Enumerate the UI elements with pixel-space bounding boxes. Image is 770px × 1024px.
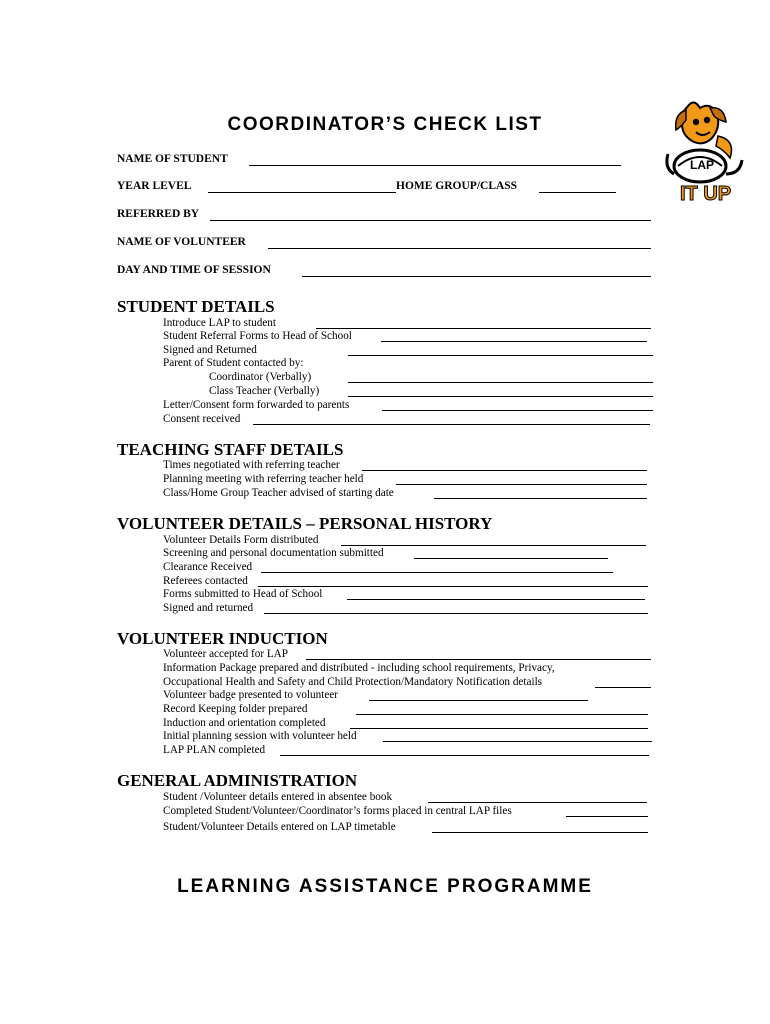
checklist-field[interactable] <box>566 816 648 817</box>
checklist-field[interactable] <box>347 599 645 600</box>
list-item: Information Package prepared and distributed - including school requirements, Privacy, <box>163 662 555 674</box>
list-item: Clearance Received <box>163 561 253 573</box>
checklist-field[interactable] <box>261 572 613 573</box>
list-item: Occupational Health and Safety and Child Protection/Mandatory Notification details <box>163 676 543 688</box>
list-item: Parent of Student contacted by: <box>163 357 304 369</box>
checklist-field[interactable] <box>381 341 647 342</box>
list-item: Signed and returned <box>163 602 254 614</box>
checklist-field[interactable] <box>306 659 651 660</box>
list-item: Introduce LAP to student <box>163 317 276 329</box>
checklist-field[interactable] <box>428 802 647 803</box>
list-item: Letter/Consent form forwarded to parents <box>163 399 350 411</box>
list-item: Induction and orientation completed <box>163 717 326 729</box>
checklist-field[interactable] <box>341 545 646 546</box>
list-item: Screening and personal documentation submitted <box>163 547 384 559</box>
home-group-field[interactable] <box>539 192 616 193</box>
list-item: Record Keeping folder prepared <box>163 703 308 715</box>
list-item: Volunteer Details Form distributed <box>163 534 319 546</box>
list-item: Signed and Returned <box>163 344 257 356</box>
checklist-field[interactable] <box>396 484 647 485</box>
logo-it-up-text: IT UP <box>680 183 732 205</box>
home-group-label: HOME GROUP/CLASS <box>396 180 518 192</box>
list-item: Class Teacher (Verbally) <box>209 385 320 397</box>
checklist-field[interactable] <box>434 498 647 499</box>
checklist-field[interactable] <box>348 355 653 356</box>
teaching-staff-heading: TEACHING STAFF DETAILS <box>117 440 344 459</box>
general-administration-heading: GENERAL ADMINISTRATION <box>117 771 358 790</box>
list-item: Referees contacted <box>163 575 248 587</box>
checklist-field[interactable] <box>350 728 648 729</box>
list-item: Student /Volunteer details entered in absentee book <box>163 791 393 803</box>
checklist-field[interactable] <box>369 700 588 701</box>
list-item: Coordinator (Verbally) <box>209 371 312 383</box>
lap-it-up-logo <box>660 96 760 208</box>
checklist-field[interactable] <box>362 470 647 471</box>
list-item: Initial planning session with volunteer held <box>163 730 357 742</box>
list-item: Volunteer accepted for LAP <box>163 648 288 660</box>
checklist-field[interactable] <box>595 687 651 688</box>
checklist-field[interactable] <box>432 832 648 833</box>
volunteer-details-heading: VOLUNTEER DETAILS – PERSONAL HISTORY <box>117 514 493 533</box>
volunteer-name-field[interactable] <box>268 248 651 249</box>
volunteer-name-label: NAME OF VOLUNTEER <box>117 236 246 248</box>
checklist-field[interactable] <box>258 586 648 587</box>
checklist-field[interactable] <box>382 410 653 411</box>
session-time-label: DAY AND TIME OF SESSION <box>117 264 271 276</box>
list-item: Consent received <box>163 413 241 425</box>
referred-by-label: REFERRED BY <box>117 208 200 220</box>
checklist-field[interactable] <box>348 396 653 397</box>
list-item: Student Referral Forms to Head of School <box>163 330 352 342</box>
referred-by-field[interactable] <box>210 220 651 221</box>
logo-lap-text: LAP <box>690 158 714 172</box>
checklist-field[interactable] <box>264 613 648 614</box>
student-details-heading: STUDENT DETAILS <box>117 297 275 316</box>
page-title: COORDINATOR’S CHECK LIST <box>227 114 543 135</box>
checklist-field[interactable] <box>253 424 650 425</box>
list-item: Student/Volunteer Details entered on LAP timetable <box>163 821 396 833</box>
checklist-field[interactable] <box>383 741 652 742</box>
year-level-field[interactable] <box>208 192 396 193</box>
list-item: Planning meeting with referring teacher held <box>163 473 364 485</box>
dog-mascot-icon <box>660 96 760 208</box>
list-item: Forms submitted to Head of School <box>163 588 323 600</box>
checklist-field[interactable] <box>414 558 608 559</box>
student-name-field[interactable] <box>249 165 621 166</box>
session-time-field[interactable] <box>302 276 651 277</box>
list-item: Volunteer badge presented to volunteer <box>163 689 339 701</box>
student-name-label: NAME OF STUDENT <box>117 153 228 165</box>
list-item: Completed Student/Volunteer/Coordinator’s forms placed in central LAP files <box>163 805 512 817</box>
list-item: Times negotiated with referring teacher <box>163 459 340 471</box>
checklist-field[interactable] <box>348 382 653 383</box>
checklist-field[interactable] <box>356 714 648 715</box>
checklist-field[interactable] <box>280 755 649 756</box>
year-level-label: YEAR LEVEL <box>117 180 192 192</box>
checklist-field[interactable] <box>316 328 651 329</box>
footer-title: LEARNING ASSISTANCE PROGRAMME <box>177 876 593 897</box>
list-item: Class/Home Group Teacher advised of starting date <box>163 487 394 499</box>
volunteer-induction-heading: VOLUNTEER INDUCTION <box>117 629 328 648</box>
list-item: LAP PLAN completed <box>163 744 266 756</box>
